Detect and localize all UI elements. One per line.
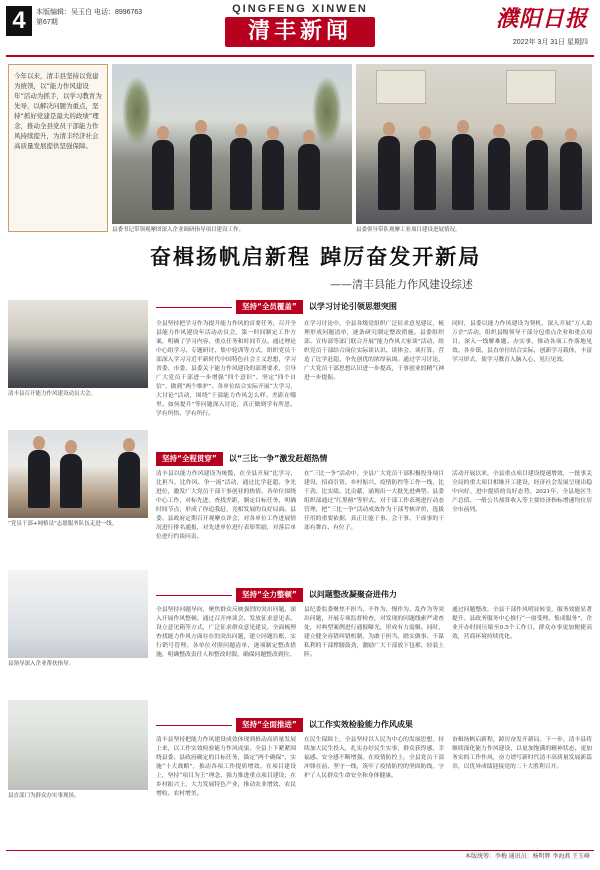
- section-header-2: [156, 452, 327, 466]
- body-column: 县纪委监委聚焦不担当、不作为、慢作为、乱作为等突出问题，开展专项监督检查，对发现的问题线索严肃查处，对典型案例进行通报曝光，形成有力震慑。同时，建立健全容错纠错机制，为敢于担当、踏实做事、不谋私利的干部撑腰鼓劲，激励广大干部放下包袱、轻装上阵。: [304, 607, 444, 658]
- person-figure: [118, 452, 140, 508]
- tree-shape: [122, 76, 152, 146]
- photo-caption: 县委书记带领观摩团深入企业调研指导项目建设工作。: [112, 227, 245, 233]
- photo-caption: 县委领导带队观摩工业项目建设进展情况。: [356, 227, 461, 233]
- person-figure: [378, 136, 400, 210]
- header-rule: [6, 55, 594, 57]
- intro-box: 今年以来，清丰县坚持以党建为统领，以“能力作风建设年”活动为抓手，以学习教育为先导，以解决问题为重点，坚持“抓好党建是最大的政绩”理念，推动全县党员干部能力作风持续提升，为清丰经济社会高质量发展提供坚强保障。: [8, 64, 108, 232]
- body-column: 同时，县委以能力作风建设为契机，深入开展“万人助万企”活动，组织县级领导干部分包重点企业和重点项目，深入一线解难题、办实事，推动各项工作落地见效。各乡镇、县直单位结合实际，创新学习载体，丰富学习形式，使学习教育入脑入心、见行见效。: [452, 321, 592, 363]
- person-figure: [230, 138, 252, 210]
- newspaper-logo: 濮阳日报: [495, 6, 588, 32]
- section-heading-text: 以问题整改凝聚奋进伟力: [308, 590, 397, 599]
- building-shape: [376, 70, 426, 104]
- section-header-3: [236, 588, 397, 602]
- photo-caption: “党员干部+网格员”志愿服务队伍走进一线。: [8, 521, 118, 527]
- section-header-1: [236, 300, 397, 314]
- footer-rule: [6, 850, 594, 851]
- photo-background: [8, 570, 148, 658]
- issue-date: 2022年 3月 31日 星期四: [512, 39, 588, 46]
- person-figure: [414, 140, 436, 210]
- body-column: 在学习讨论中，全县各级党组织广泛征求意见建议，梳理形成问题清单，逐条研究制定整改措施。县委组织部、宣传部等部门联合开展“能力作风大家谈”活动，组织党员干部结合岗位实际谈认识、谈体会、谈打算，营造了比学赶超、争先创优的浓厚氛围。通过学习讨论，广大党员干部思想认识进一步提高，干事创业的精气神进一步提振。: [304, 321, 444, 381]
- tree-shape: [312, 76, 342, 146]
- body-column: 清丰县坚持把能力作风建设成效体现到推动高质量发展上来，以工作实效检验能力作风成果。全县上下紧紧围绕县委、县政府确定的目标任务，锚定“两个确保”，实施“十大战略”，推动各项工作提质增效。在项目建设上，坚持“项目为王”理念，强力推进重点项目建设；在乡村振兴上，大力发展特色产业，推动农业增效、农民增收、农村增美。: [156, 737, 296, 797]
- section-rule: [156, 595, 232, 596]
- side-photo-factory: [8, 570, 148, 658]
- section-tag: 坚持“全面推进”: [236, 718, 303, 732]
- editor-line: 本版编辑：吴玉白 电话：8996763: [36, 9, 143, 16]
- body-column: 在民生保障上，全县坚持以人民为中心的发展思想，持续加大民生投入，扎实办好民生实事，群众获得感、幸福感、安全感不断增强。在疫情防控上，全县党员干部冲锋在前、坚守一线，筑牢了疫情防控的坚固防线，守护了人民群众生命安全和身体健康。: [304, 737, 444, 779]
- photo-caption: 县直部门为群众办实事现场。: [8, 793, 80, 799]
- person-figure: [452, 134, 474, 210]
- body-column: 通过问题整改，全县干部作风明显转变，服务效能显著提升。县政务服务中心推行“一窗受理、集成服务”，企业开办时间压缩至0.5个工作日，群众办事更加便捷高效，营商环境持续优化。: [452, 607, 592, 640]
- page-header: [0, 0, 600, 58]
- person-figure: [60, 454, 82, 508]
- side-photo-volunteers: [8, 430, 148, 518]
- body-column: 清丰县以能力作风建设为统揽，在全县开展“比学习、比担当、比作风、争一流”活动，通过比学赶超、争先进位，激发广大党员干部干事创业的热情。各单位围绕中心工作，对标先进、查找差距，制定目标任务，明确时间节点，形成了你追我赶、竞相发展的良好局面。县委、县政府定期召开观摩点评会，对各单位工作进展情况进行排名通报，对先进单位进行表彰奖励，对落后单位进行约谈问责。: [156, 471, 296, 540]
- section-pinyin: QINGFENG XINWEN: [232, 3, 368, 15]
- person-figure: [560, 142, 582, 210]
- editor-info: [36, 8, 142, 28]
- footer-credits: 本版统筹：李梅 通讯员：杨明辉 李海燕 王玉峰: [464, 854, 590, 860]
- article-subheadline: ——清丰县能力作风建设综述: [330, 278, 473, 291]
- section-tag: 坚持“全员覆盖”: [236, 300, 303, 314]
- section-heading: [190, 2, 410, 47]
- photo-caption: 清丰县召开能力作风建设动员大会。: [8, 391, 97, 397]
- article-headline: 奋楫扬帆启新程 踔厉奋发开新局: [150, 244, 482, 269]
- section-header-4: [236, 718, 413, 732]
- body-column: 全县坚持问题导向，聚焦群众反映强烈的突出问题，深入开展作风整顿。通过召开座谈会、发放征求意见表、设立意见箱等方式，广泛征求群众意见建议，全面梳理查找能力作风方面存在的突出问题，建立问题台账，实行销号管理。各单位对照问题清单，逐项制定整改措施，明确整改责任人和整改时限，确保问题整改到位。: [156, 607, 296, 658]
- person-figure: [298, 144, 320, 210]
- photo-caption: 县领导深入企业帮扶指导。: [8, 661, 75, 667]
- person-figure: [28, 450, 50, 508]
- person-figure: [526, 140, 548, 210]
- person-figure: [190, 134, 212, 210]
- person-figure: [488, 138, 510, 210]
- section-heading-text: 以学习讨论引领思想突围: [308, 302, 397, 311]
- body-column: 在“三比一争”活动中，全县广大党员干部积极投身项目建设、招商引资、乡村振兴、疫情防控等工作一线，比干劲、比实绩、比贡献，涌现出一大批先进典型。县委组织部通过“红黑榜”等形式，对干部工作表现进行动态管理，把“三比一争”活动成效作为干部考核评价、选拔任用的重要依据，真正让能干事、会干事、干成事的干部有舞台、有位子。: [304, 471, 444, 531]
- section-title: 清丰新闻: [225, 17, 375, 47]
- side-photo-service: [8, 700, 148, 790]
- photo-background: [8, 300, 148, 388]
- side-photo-meeting: [8, 300, 148, 388]
- top-photo-left: [112, 64, 352, 224]
- body-column: 活动开展以来，全县重点项目建设提速增效，一批事关全局的重大项目相继开工建设，经济社会发展呈现出稳中向好、进中提质的良好态势。2021年，全县地区生产总值、一般公共预算收入等主要经济指标增速均位居全市前列。: [452, 471, 592, 513]
- page-number: 4: [6, 6, 32, 36]
- section-heading-text: 以工作实效检验能力作风成果: [308, 720, 413, 729]
- photo-background: [8, 700, 148, 790]
- building-shape: [506, 70, 556, 104]
- body-column: 全县坚持把学习作为提升能力作风的首要任务，召开全县能力作风建设年活动动员会，第一时间制定工作方案，明确了学习内容、重点任务和时间节点。通过理论中心组学习、专题研讨、集中轮训等方式，组织党员干部深入学习习近平新时代中国特色社会主义思想，学习省委、市委、县委关于能力作风建设的部署要求，引导广大党员干部进一步增强“四个意识”、坚定“四个自信”、做到“两个维护”。各单位结合实际开展“大学习、大讨论”活动，围绕“干部能力作风怎么样、差距在哪里、如何提升”等问题深入讨论，真正做到学有所思、学有所悟、学有所行。: [156, 321, 296, 417]
- section-heading-text: 以“三比一争”激发赶超热情: [228, 454, 328, 463]
- section-tag: 坚持“全力整顿”: [236, 588, 303, 602]
- section-rule: [156, 725, 232, 726]
- person-figure: [152, 140, 174, 210]
- section-rule: [156, 307, 232, 308]
- top-photo-right: [356, 64, 592, 224]
- person-figure: [262, 140, 284, 210]
- issue-line: 第67期: [36, 19, 58, 26]
- section-tag: 坚持“全程贯穿”: [156, 452, 223, 466]
- body-column: 奋楫扬帆启新程，踔厉奋发开新局。下一步，清丰县将继续深化能力作风建设，以更加饱满的精神状态、更加务实的工作作风，奋力谱写新时代清丰高质量发展新篇章，以优异成绩迎接党的二十大胜利召开。: [452, 737, 592, 770]
